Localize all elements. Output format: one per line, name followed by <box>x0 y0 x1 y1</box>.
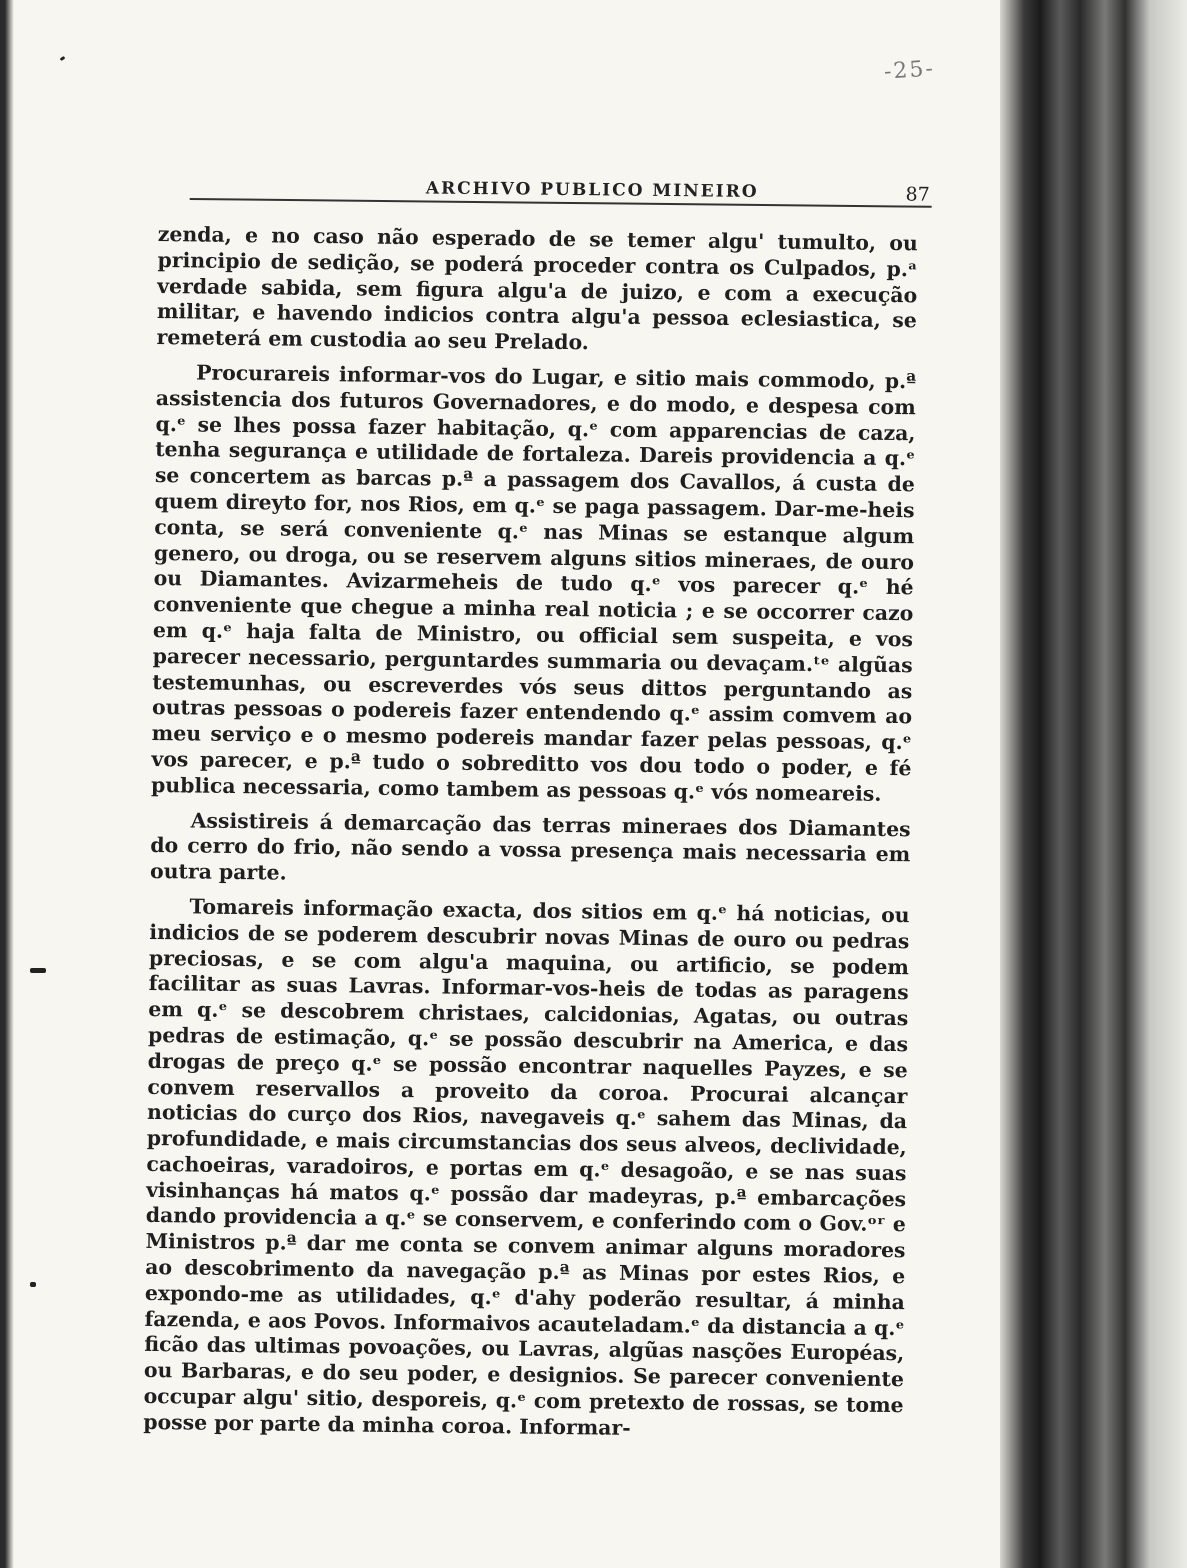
body-text <box>143 222 918 1454</box>
scan-speck <box>30 1282 36 1287</box>
running-title: ARCHIVO PUBLICO MINEIRO <box>425 178 759 202</box>
scan-speck <box>30 968 46 973</box>
paragraph-1: zenda, e no caso não esperado de se temer algu' tumulto, ou principio de sedição, se poderá proceder contra os Culpados, p.ᵃ verdade sabida, sem figura algu'a de juizo, e com a execução militar, e havendo indicios contra algu'a pessoa eclesiastica, se remeterá em custodia ao seu Prelado. <box>156 222 918 355</box>
paragraph-2: Procurareis informar-vos do Lugar, e sitio mais commodo, p.ª assistencia dos futuros Governadores, e do modo, e despesa com q.ᵉ se lhes possa fazer habitação, q.ᵉ com apparencias de caza, tenha segurança e utilidade de fortaleza. Dareis providencia a q.ᵉ se concertem as barcas p.ª a passagem dos Cavallos, á custa de quem direyto for, nos Rios, em q.ᵉ se paga passagem. Dar-me-heis conta, se será conveniente q.ᵉ nas Minas se estanque algum genero, ou droga, ou se reservem alguns sitios mineraes, de ouro ou Diamantes. Avizarmeheis de tudo q.ᵉ vos parecer q.ᵉ hé conveniente que chegue a minha real noticia ; e se occorrer cazo em q.ᵉ haja falta de Ministro, ou official sem suspeita, e vos parecer necessario, perguntardes summaria ou devaçam.ᵗᵉ algũas testemunhas, ou escreverdes vós seus dittos perguntando as outras pessoas o podereis fazer entendendo q.ᵉ assim comvem ao meu serviço e o mesmo podereis mandar fazer pelas pessoas, q.ᵉ vos parecer, e p.ª tudo o sobreditto vos dou todo o poder, e fé publica necessaria, como tambem as pessoas q.ᵉ vós nomeareis. <box>150 360 917 806</box>
page-left-shadow <box>0 0 14 1568</box>
paragraph-4: Tomareis informação exacta, dos sitios em q.ᵉ há noticias, ou indicios de se poderem descubrir novas Minas de ouro ou pedras preciosas, e se com algu'a maquina, ou artificio, se podem facilitar as suas Lavras. Informar-vos-heis de todas as paragens em q.ᵉ se descobrem christaes, calcidonias, Agatas, ou outras pedras de estimação, q.ᵉ se possão descubrir na America, e das drogas de preço q.ᵉ se possão encontrar naquelles Payzes, e se convem reservallos a proveito da coroa. Procurai alcançar noticias do curço dos Rios, navegaveis q.ᵉ sahem das Minas, da profundidade, e mais circumstancias dos seus alveos, declividade, cachoeiras, varadoiros, e portas em q.ᵉ desagoão, e se nas suas visinhanças há matos q.ᵉ possão dar madeyras, p.ª embarcações dando providencia a q.ᵉ se conservem, e conferindo com o Gov.ᵒʳ e Ministros p.ª dar me conta se convem animar alguns moradores ao descobrimento da navegação p.ª as Minas por estes Rios, e expondo-me as utilidades, q.ᵉ d'ahy poderão resultar, á minha fazenda, e aos Povos. Informaivos acauteladam.ᵉ da distancia a q.ᵉ ficão das ultimas povoações, ou Lavras, algũas nasções Européas, ou Barbaras, e do seu poder, e designios. Se parecer conveniente occupar algu' sitio, desporeis, q.ᵉ com pretexto de rossas, se tome posse por parte da minha coroa. Informar- <box>143 894 910 1440</box>
paragraph-3: Assistireis á demarcação das terras mineraes dos Diamantes do cerro do frio, não sendo a vossa presença mais necessaria em outra parte. <box>149 807 911 885</box>
running-header <box>190 170 932 218</box>
corner-pencil-mark: -25- <box>883 56 936 85</box>
page-number: 87 <box>905 183 930 206</box>
book-binding-edge <box>1000 0 1187 1568</box>
scan-speck <box>60 56 66 61</box>
